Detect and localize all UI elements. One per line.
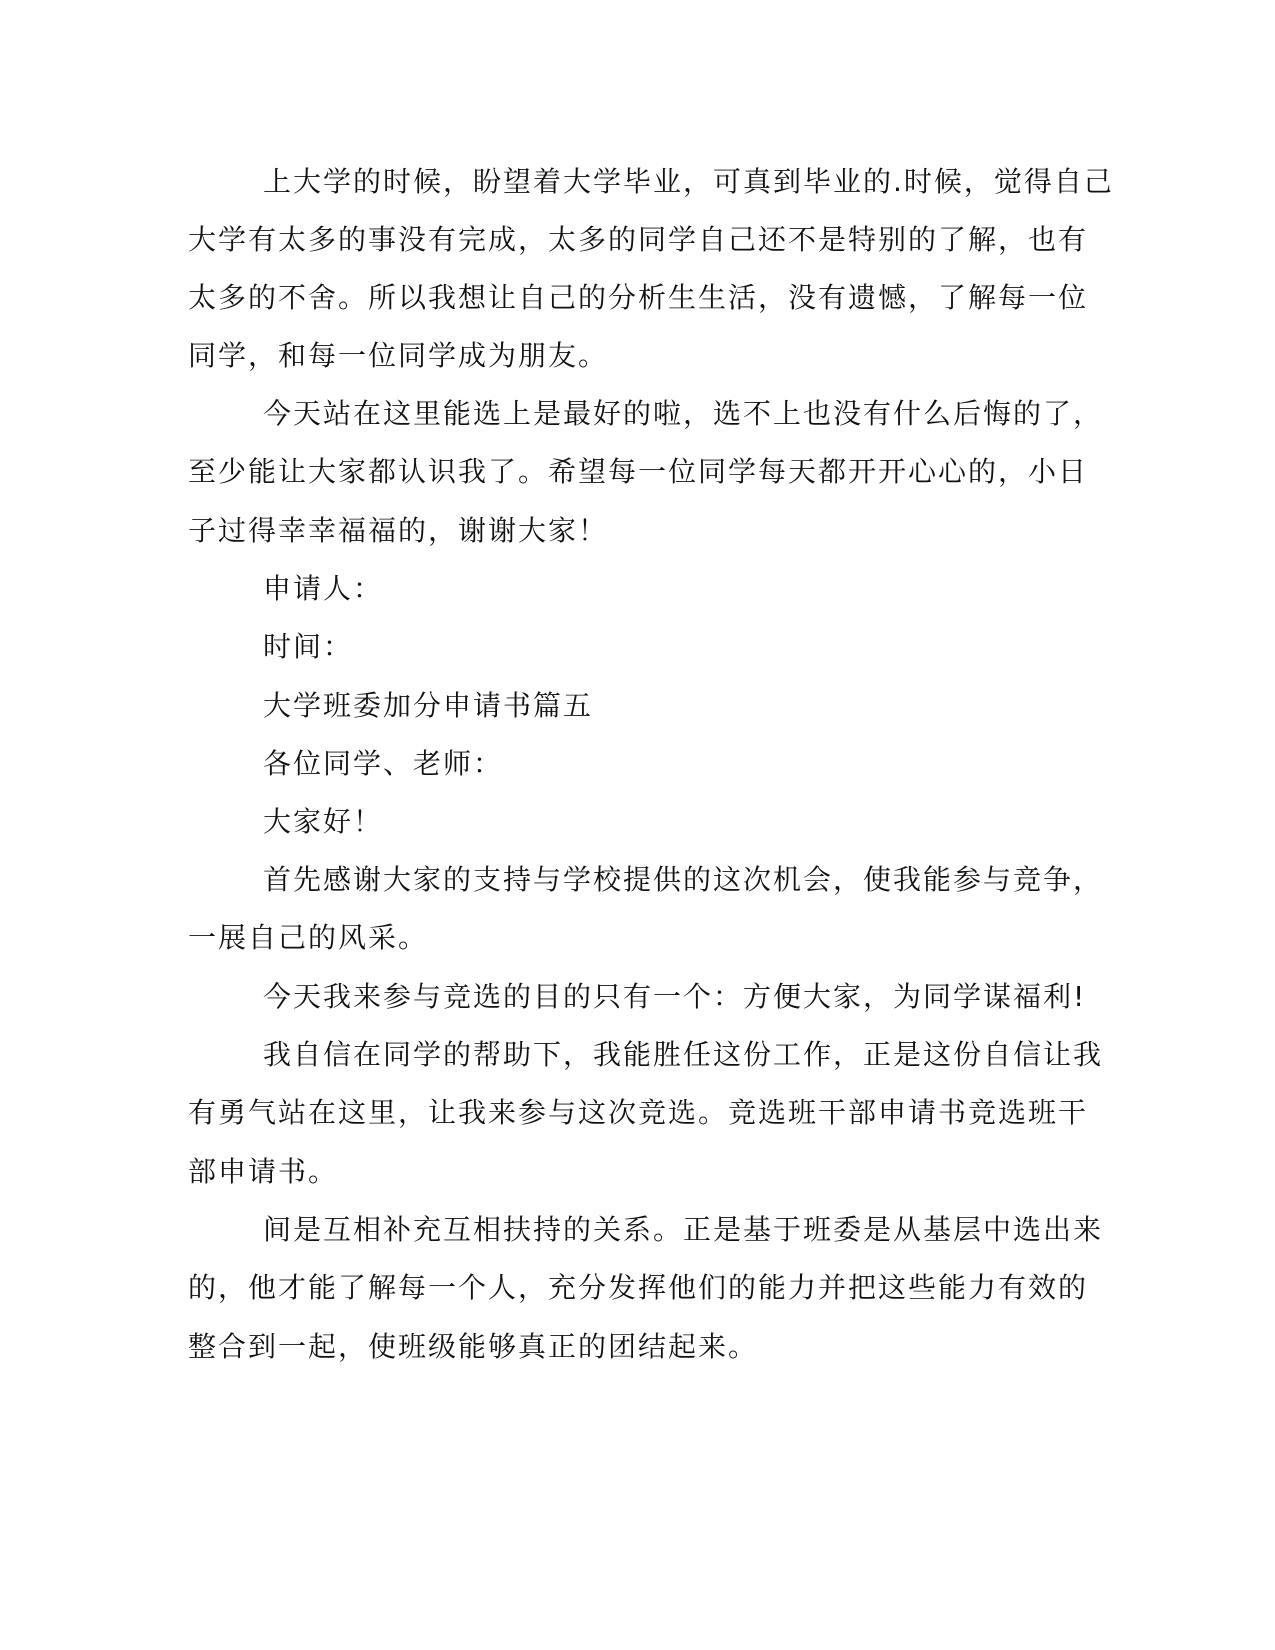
paragraph-line: 至少能让大家都认识我了。希望每一位同学每天都开开心心的，小日	[188, 455, 1089, 488]
paragraph-line: 整合到一起，使班级能够真正的团结起来。	[188, 1330, 759, 1363]
date-label: 时间：	[263, 630, 354, 663]
paragraph-line: 同学，和每一位同学成为朋友。	[188, 339, 609, 372]
paragraph-line: 大学有太多的事没有完成，太多的同学自己还不是特别的了解，也有	[188, 223, 1089, 256]
paragraph-line: 上大学的时候，盼望着大学毕业，可真到毕业的.时候，觉得自己	[263, 165, 1114, 198]
paragraph-line: 有勇气站在这里，让我来参与这次竞选。竞选班干部申请书竞选班干	[188, 1096, 1089, 1129]
section-title: 大学班委加分申请书篇五	[263, 689, 594, 722]
paragraph-line: 间是互相补充互相扶持的关系。正是基于班委是从基层中选出来	[263, 1213, 1104, 1246]
salutation: 各位同学、老师：	[263, 747, 504, 780]
paragraph-line: 今天站在这里能选上是最好的啦，选不上也没有什么后悔的了，	[263, 397, 1104, 430]
paragraph-line: 的，他才能了解每一个人，充分发挥他们的能力并把这些能力有效的	[188, 1271, 1089, 1304]
paragraph-line: 一展自己的风采。	[188, 921, 429, 954]
greeting: 大家好！	[263, 805, 384, 838]
paragraph-line: 我自信在同学的帮助下，我能胜任这份工作，正是这份自信让我	[263, 1038, 1104, 1071]
paragraph-line: 今天我来参与竞选的目的只有一个：方便大家，为同学谋福利!	[263, 980, 1087, 1013]
paragraph-line: 子过得幸幸福福的，谢谢大家！	[188, 514, 609, 547]
paragraph-line: 太多的不舍。所以我想让自己的分析生生活，没有遗憾，了解每一位	[188, 281, 1089, 314]
paragraph-line: 部申请书。	[188, 1155, 339, 1188]
paragraph-line: 首先感谢大家的支持与学校提供的这次机会，使我能参与竞争，	[263, 863, 1104, 896]
applicant-label: 申请人：	[263, 572, 384, 605]
